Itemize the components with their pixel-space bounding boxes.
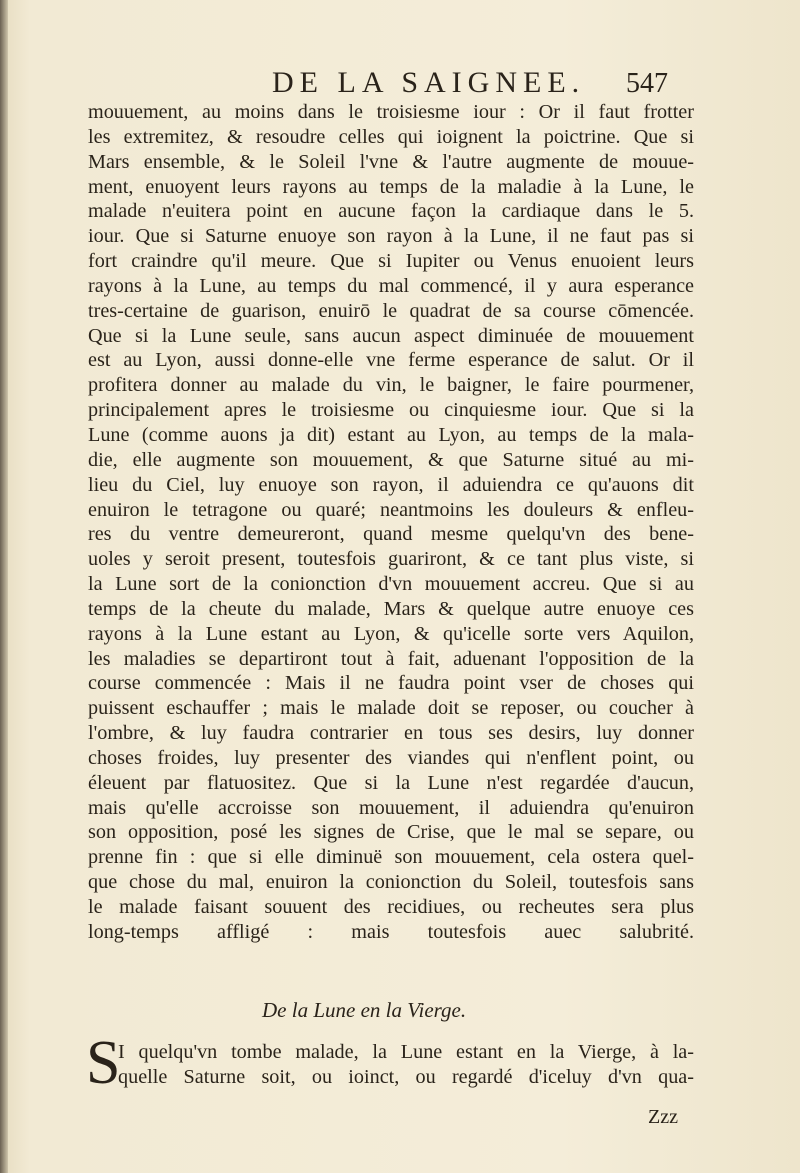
text-line: mais qu'elle accroisse son mouuement, il aduiendra qu'enuiron (88, 796, 694, 819)
text-line: les extremitez, & resoudre celles qui ioignent la poictrine. Que si (88, 125, 694, 148)
text-line: la Lune sort de la conionction d'vn mouuement accreu. Que si au (88, 573, 694, 596)
text-line: prenne fin : que si elle diminuë son mouuement, cela ostera quel- (88, 846, 694, 869)
text-line: les maladies se departiront tout à fait, aduenant l'opposition de la (88, 647, 694, 670)
text-line: temps de la cheute du malade, Mars & quelque autre enuoye ces (88, 597, 694, 620)
second-paragraph (118, 1040, 694, 1090)
text-line: éleuent par flatuositez. Que si la Lune n'est regardée d'aucun, (88, 771, 694, 794)
running-title: DE LA SAIGNEE. (272, 66, 586, 99)
signature-mark: Zzz (648, 1106, 678, 1128)
drop-capital: S (86, 1029, 121, 1097)
text-line: I quelqu'vn tombe malade, la Lune estant en la Vierge, à la- (118, 1041, 694, 1063)
text-line: fort craindre qu'il meure. Que si Iupiter ou Venus enuoient leurs (88, 250, 694, 273)
text-line: course commencée : Mais il ne faudra point vser de choses qui (88, 672, 694, 695)
text-line: rayons à la Lune estant au Lyon, & qu'icelle sorte vers Aquilon, (88, 622, 694, 645)
text-line: quelle Saturne soit, ou ioinct, ou regardé d'iceluy d'vn qua- (118, 1065, 694, 1088)
text-line: die, elle augmente son mouuement, & que Saturne situé au mi- (88, 448, 694, 471)
text-line: profitera donner au malade du vin, le baigner, le faire pourmener, (88, 374, 694, 397)
text-line: que chose du mal, enuiron la conionction du Soleil, toutesfois sans (88, 871, 694, 894)
section-heading: De la Lune en la Vierge. (262, 998, 467, 1022)
text-line: lieu du Ciel, luy enuoye son rayon, il aduiendra ce qu'auons dit (88, 473, 694, 496)
text-line: le malade faisant souuent des recidiues, ou recheutes sera plus (88, 896, 694, 918)
text-line: res du ventre demeureront, quand mesme quelqu'vn des bene- (88, 523, 694, 546)
text-line: iour. Que si Saturne enuoye son rayon à la Lune, il ne faut pas si (88, 225, 694, 248)
text-line: malade n'euitera point en aucune façon la cardiaque dans le 5. (88, 200, 694, 223)
text-line: enuiron le tetragone ou quaré; neantmoins les douleurs & enfleu- (88, 498, 694, 521)
text-line: ment, enuoyent leurs rayons au temps de la maladie à la Lune, le (88, 175, 694, 198)
text-line: mouuement, au moins dans le troisiesme iour : Or il faut frotter (88, 101, 694, 123)
main-paragraph (88, 100, 694, 945)
text-line: Lune (comme auons ja dit) estant au Lyon, au temps de la mala- (88, 423, 694, 446)
page-number: 547 (626, 68, 668, 99)
text-line: tres-certaine de guarison, enuirō le quadrat de sa course cōmencée. (88, 299, 694, 322)
text-line: principalement apres le troisiesme ou cinquiesme iour. Que si la (88, 399, 694, 422)
text-line: uoles y seroit present, toutesfois guariront, & ce tant plus viste, si (88, 548, 694, 571)
text-line: Mars ensemble, & le Soleil l'vne & l'autre augmente de mouue- (88, 150, 694, 173)
text-line: choses froides, luy presenter des viandes qui n'enflent point, ou (88, 746, 694, 769)
binding-gutter (0, 0, 8, 1173)
text-line: puissent eschauffer ; mais le malade doit se reposer, ou coucher à (88, 697, 694, 720)
text-line: rayons à la Lune, au temps du mal commencé, il y aura esperance (88, 274, 694, 297)
text-line: Que si la Lune seule, sans aucun aspect diminuée de mouuement (88, 324, 694, 347)
text-line: l'ombre, & luy faudra contrarier en tous ses desirs, luy donner (88, 722, 694, 745)
text-line: est au Lyon, aussi donne-elle vne ferme esperance de salut. Or il (88, 349, 694, 372)
text-line: long-temps affligé : mais toutesfois auec salubrité. (88, 920, 694, 943)
text-line: son opposition, posé les signes de Crise, que le mal se separe, ou (88, 821, 694, 844)
